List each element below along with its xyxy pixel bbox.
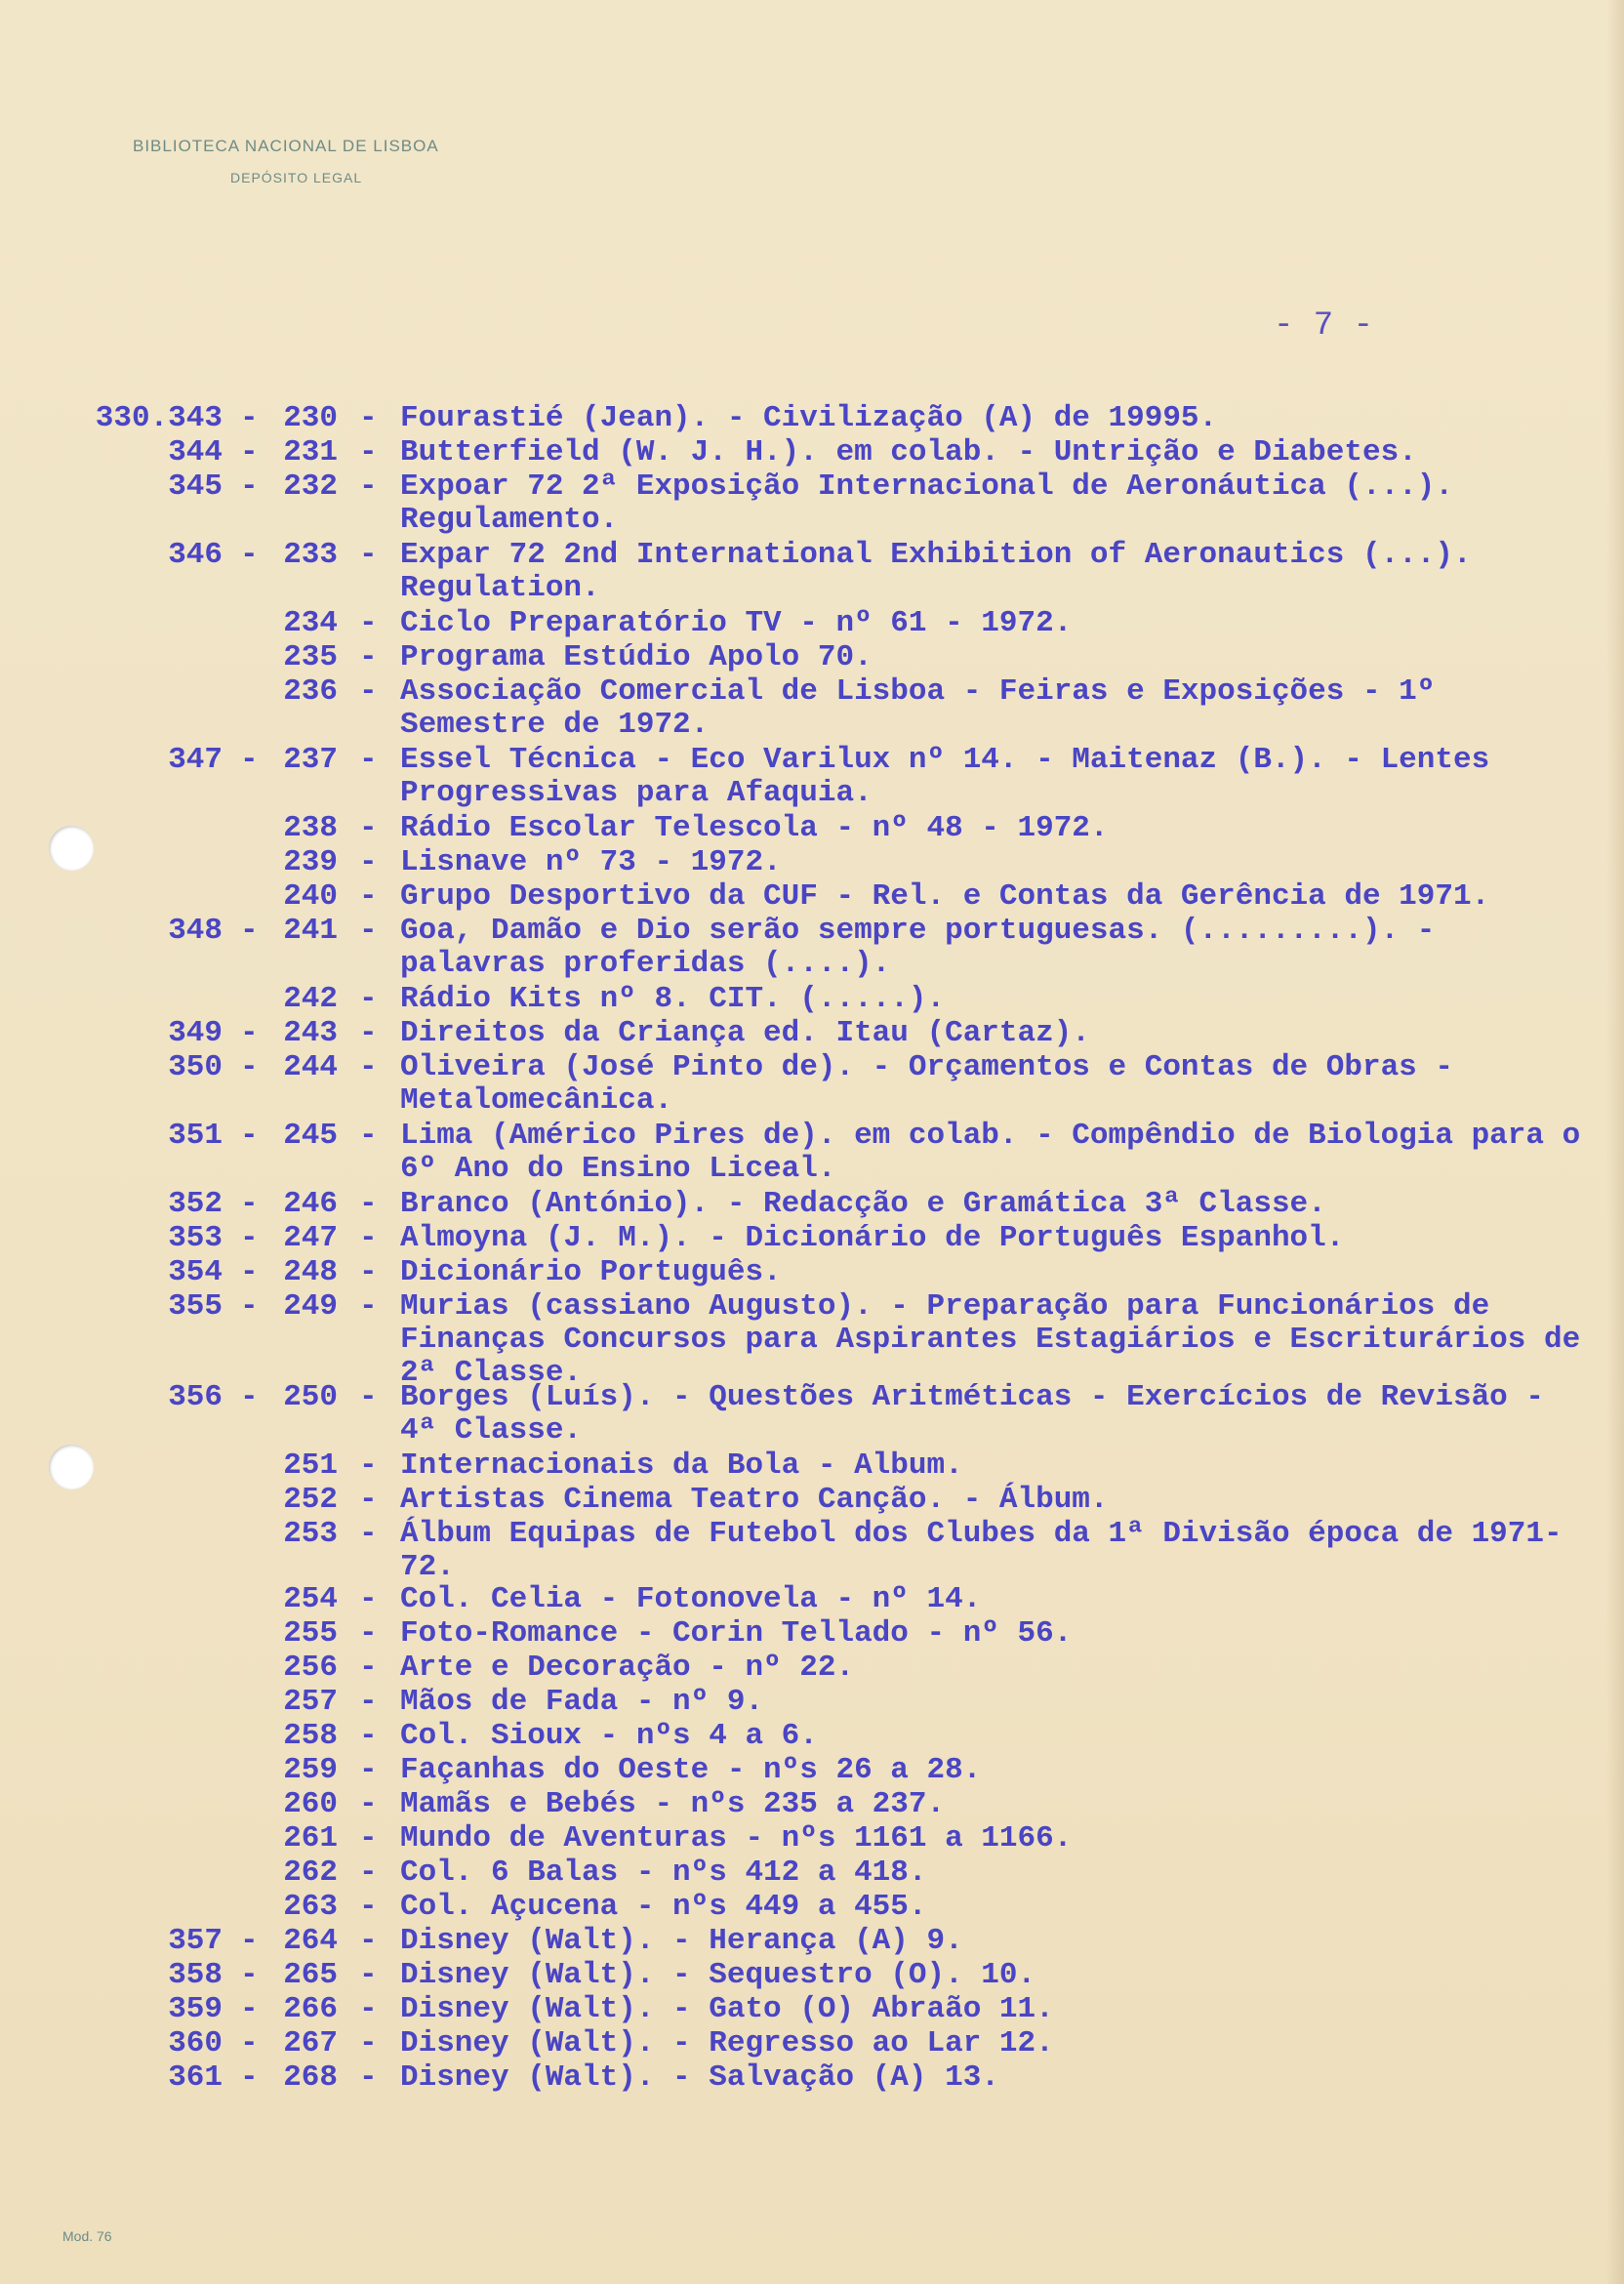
- separator-dash: -: [359, 1821, 378, 1856]
- separator-dash: -: [359, 469, 378, 504]
- entry-item-number: 250: [283, 1380, 338, 1414]
- entry-title: Mãos de Fada - nº 9.: [400, 1685, 764, 1719]
- entry-title: Foto-Romance - Corin Tellado - nº 56.: [400, 1616, 1073, 1651]
- separator-dash: -: [359, 1890, 378, 1924]
- entry-title: Ciclo Preparatório TV - nº 61 - 1972.: [400, 606, 1073, 640]
- entry-item-number: 264: [283, 1924, 338, 1958]
- entry-title: Goa, Damão e Dio serão sempre portuguesas. (.........). - palavras proferidas (....).: [400, 914, 1436, 981]
- entry-item-number: 238: [283, 811, 338, 845]
- entry-item-number: 244: [283, 1050, 338, 1084]
- entry-deposit-number: 356: [168, 1380, 223, 1414]
- entry-title: Almoyna (J. M.). - Dicionário de Português Espanhol.: [400, 1221, 1345, 1255]
- entry-item-number: 255: [283, 1616, 338, 1651]
- entry-deposit-number: 352: [168, 1187, 223, 1221]
- entry-item-number: 266: [283, 1992, 338, 2026]
- entry-deposit-number: 350: [168, 1050, 223, 1084]
- separator-dash: -: [359, 1050, 378, 1084]
- separator-dash: -: [359, 606, 378, 640]
- entry-deposit-number: 358: [168, 1958, 223, 1992]
- library-stamp: [133, 137, 439, 185]
- entry-title: Disney (Walt). - Sequestro (O). 10.: [400, 1958, 1036, 1992]
- entry-item-number: 248: [283, 1255, 338, 1289]
- entry-item-number: 257: [283, 1685, 338, 1719]
- separator-dash: -: [359, 1651, 378, 1685]
- separator-dash: -: [240, 1255, 259, 1289]
- entry-title: Col. 6 Balas - nºs 412 a 418.: [400, 1856, 927, 1890]
- separator-dash: -: [359, 1187, 378, 1221]
- separator-dash: -: [359, 1856, 378, 1890]
- entry-title: Borges (Luís). - Questões Aritméticas - Exercícios de Revisão - 4ª Classe.: [400, 1380, 1544, 1448]
- entry-item-number: 262: [283, 1856, 338, 1890]
- separator-dash: -: [359, 1517, 378, 1551]
- separator-dash: -: [359, 401, 378, 435]
- page-number: - 7 -: [1274, 307, 1374, 345]
- entry-title: Álbum Equipas de Futebol dos Clubes da 1ª Divisão época de 1971-72.: [400, 1517, 1563, 1584]
- separator-dash: -: [240, 1289, 259, 1324]
- entry-item-number: 259: [283, 1753, 338, 1787]
- entry-title: Branco (António). - Redacção e Gramática 3ª Classe.: [400, 1187, 1326, 1221]
- entry-item-number: 243: [283, 1016, 338, 1050]
- entry-item-number: 263: [283, 1890, 338, 1924]
- separator-dash: -: [359, 2026, 378, 2060]
- separator-dash: -: [359, 1380, 378, 1414]
- separator-dash: -: [359, 1992, 378, 2026]
- entry-deposit-number: 330.343: [95, 401, 223, 435]
- separator-dash: -: [240, 1016, 259, 1050]
- entry-deposit-number: 349: [168, 1016, 223, 1050]
- separator-dash: -: [359, 1221, 378, 1255]
- separator-dash: -: [359, 1289, 378, 1324]
- separator-dash: -: [359, 1719, 378, 1753]
- entry-title: Lima (Américo Pires de). em colab. - Compêndio de Biologia para o 6º Ano do Ensino Liceal.: [400, 1119, 1581, 1186]
- entry-title: Programa Estúdio Apolo 70.: [400, 640, 873, 674]
- punch-hole-bottom: [49, 1445, 94, 1489]
- entry-item-number: 239: [283, 845, 338, 879]
- separator-dash: -: [359, 1616, 378, 1651]
- entry-deposit-number: 347: [168, 743, 223, 777]
- entry-item-number: 251: [283, 1448, 338, 1483]
- entry-item-number: 240: [283, 879, 338, 914]
- entry-item-number: 233: [283, 538, 338, 572]
- entry-item-number: 245: [283, 1119, 338, 1153]
- entry-title: Dicionário Português.: [400, 1255, 782, 1289]
- paper-edge-shade: [1606, 0, 1624, 2284]
- department-name: DEPÓSITO LEGAL: [230, 170, 363, 185]
- entry-deposit-number: 351: [168, 1119, 223, 1153]
- separator-dash: -: [240, 1187, 259, 1221]
- entry-deposit-number: 353: [168, 1221, 223, 1255]
- entry-title: Col. Açucena - nºs 449 a 455.: [400, 1890, 927, 1924]
- separator-dash: -: [359, 1753, 378, 1787]
- entry-item-number: 235: [283, 640, 338, 674]
- entry-item-number: 253: [283, 1517, 338, 1551]
- entry-title: Oliveira (José Pinto de). - Orçamentos e Contas de Obras - Metalomecânica.: [400, 1050, 1453, 1118]
- separator-dash: -: [240, 2026, 259, 2060]
- entry-deposit-number: 346: [168, 538, 223, 572]
- separator-dash: -: [359, 674, 378, 709]
- separator-dash: -: [240, 1221, 259, 1255]
- entry-item-number: 268: [283, 2060, 338, 2095]
- separator-dash: -: [240, 914, 259, 948]
- entry-item-number: 258: [283, 1719, 338, 1753]
- entry-deposit-number: 344: [168, 435, 223, 469]
- separator-dash: -: [240, 538, 259, 572]
- separator-dash: -: [240, 1380, 259, 1414]
- entry-item-number: 249: [283, 1289, 338, 1324]
- entry-item-number: 231: [283, 435, 338, 469]
- entry-title: Col. Celia - Fotonovela - nº 14.: [400, 1582, 982, 1616]
- entry-item-number: 234: [283, 606, 338, 640]
- entry-title: Butterfield (W. J. H.). em colab. - Untrição e Diabetes.: [400, 435, 1417, 469]
- entry-item-number: 267: [283, 2026, 338, 2060]
- separator-dash: -: [359, 1448, 378, 1483]
- entry-item-number: 254: [283, 1582, 338, 1616]
- entry-title: Expar 72 2nd International Exhibition of Aeronautics (...). Regulation.: [400, 538, 1472, 605]
- separator-dash: -: [240, 435, 259, 469]
- separator-dash: -: [240, 1119, 259, 1153]
- entry-deposit-number: 348: [168, 914, 223, 948]
- entry-title: Disney (Walt). - Regresso ao Lar 12.: [400, 2026, 1054, 2060]
- entry-item-number: 241: [283, 914, 338, 948]
- entry-title: Lisnave nº 73 - 1972.: [400, 845, 782, 879]
- separator-dash: -: [359, 845, 378, 879]
- separator-dash: -: [359, 879, 378, 914]
- separator-dash: -: [359, 1255, 378, 1289]
- separator-dash: -: [240, 2060, 259, 2095]
- entry-title: Mamãs e Bebés - nºs 235 a 237.: [400, 1787, 946, 1821]
- entry-title: Arte e Decoração - nº 22.: [400, 1651, 855, 1685]
- separator-dash: -: [359, 1924, 378, 1958]
- separator-dash: -: [359, 640, 378, 674]
- entry-title: Disney (Walt). - Salvação (A) 13.: [400, 2060, 999, 2095]
- separator-dash: -: [359, 1016, 378, 1050]
- separator-dash: -: [359, 1787, 378, 1821]
- institution-name: BIBLIOTECA NACIONAL DE LISBOA: [133, 137, 439, 155]
- form-model-label: Mod. 76: [62, 2228, 112, 2244]
- entry-item-number: 265: [283, 1958, 338, 1992]
- separator-dash: -: [359, 538, 378, 572]
- separator-dash: -: [240, 469, 259, 504]
- entry-title: Internacionais da Bola - Album.: [400, 1448, 963, 1483]
- entry-item-number: 256: [283, 1651, 338, 1685]
- entry-title: Associação Comercial de Lisboa - Feiras e Exposições - 1º Semestre de 1972.: [400, 674, 1436, 742]
- separator-dash: -: [240, 1924, 259, 1958]
- entry-item-number: 236: [283, 674, 338, 709]
- separator-dash: -: [240, 401, 259, 435]
- entry-title: Fourastié (Jean). - Civilização (A) de 19995.: [400, 401, 1218, 435]
- separator-dash: -: [359, 982, 378, 1016]
- entry-title: Essel Técnica - Eco Varilux nº 14. - Maitenaz (B.). - Lentes Progressivas para Afaquia.: [400, 743, 1490, 810]
- entry-item-number: 246: [283, 1187, 338, 1221]
- entry-deposit-number: 345: [168, 469, 223, 504]
- entry-item-number: 260: [283, 1787, 338, 1821]
- separator-dash: -: [359, 435, 378, 469]
- separator-dash: -: [359, 1119, 378, 1153]
- entry-title: Artistas Cinema Teatro Canção. - Álbum.: [400, 1483, 1109, 1517]
- entry-item-number: 232: [283, 469, 338, 504]
- separator-dash: -: [359, 1958, 378, 1992]
- entry-title: Façanhas do Oeste - nºs 26 a 28.: [400, 1753, 982, 1787]
- entry-deposit-number: 355: [168, 1289, 223, 1324]
- entry-deposit-number: 359: [168, 1992, 223, 2026]
- separator-dash: -: [359, 1483, 378, 1517]
- entry-item-number: 261: [283, 1821, 338, 1856]
- separator-dash: -: [359, 743, 378, 777]
- entry-deposit-number: 357: [168, 1924, 223, 1958]
- separator-dash: -: [359, 1685, 378, 1719]
- separator-dash: -: [240, 1992, 259, 2026]
- entry-item-number: 230: [283, 401, 338, 435]
- separator-dash: -: [240, 1050, 259, 1084]
- entry-deposit-number: 360: [168, 2026, 223, 2060]
- entry-title: Murias (cassiano Augusto). - Preparação para Funcionários de Finanças Concursos para Aspirantes Estagiários e Escriturários de 2ª Classe.: [400, 1289, 1581, 1390]
- entry-title: Rádio Escolar Telescola - nº 48 - 1972.: [400, 811, 1109, 845]
- entry-item-number: 247: [283, 1221, 338, 1255]
- separator-dash: -: [359, 811, 378, 845]
- separator-dash: -: [359, 2060, 378, 2095]
- entry-title: Col. Sioux - nºs 4 a 6.: [400, 1719, 818, 1753]
- entry-title: Direitos da Criança ed. Itau (Cartaz).: [400, 1016, 1090, 1050]
- separator-dash: -: [240, 1958, 259, 1992]
- punch-hole-top: [49, 826, 94, 871]
- entry-title: Disney (Walt). - Herança (A) 9.: [400, 1924, 963, 1958]
- entry-item-number: 237: [283, 743, 338, 777]
- separator-dash: -: [359, 914, 378, 948]
- entry-item-number: 242: [283, 982, 338, 1016]
- separator-dash: -: [359, 1582, 378, 1616]
- entry-title: Grupo Desportivo da CUF - Rel. e Contas da Gerência de 1971.: [400, 879, 1490, 914]
- entry-title: Disney (Walt). - Gato (O) Abraão 11.: [400, 1992, 1054, 2026]
- entry-title: Rádio Kits nº 8. CIT. (.....).: [400, 982, 946, 1016]
- entry-title: Mundo de Aventuras - nºs 1161 a 1166.: [400, 1821, 1073, 1856]
- entry-deposit-number: 361: [168, 2060, 223, 2095]
- separator-dash: -: [240, 743, 259, 777]
- entry-deposit-number: 354: [168, 1255, 223, 1289]
- entry-item-number: 252: [283, 1483, 338, 1517]
- entry-title: Expoar 72 2ª Exposição Internacional de Aeronáutica (...). Regulamento.: [400, 469, 1453, 537]
